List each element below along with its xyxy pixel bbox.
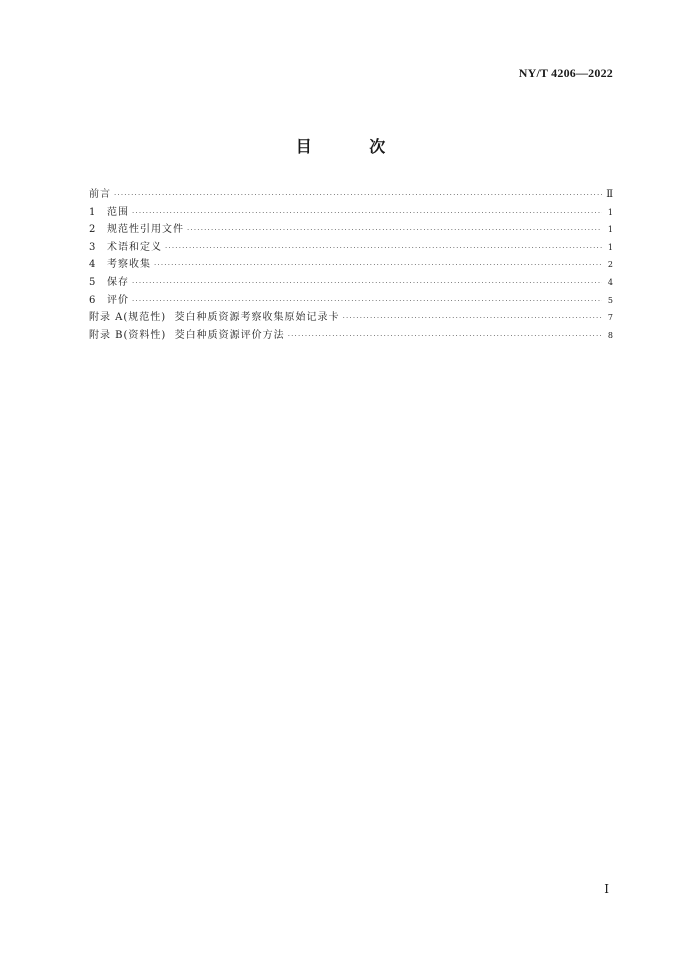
toc-entry-label: [89, 239, 162, 257]
toc-entry-number: 2: [89, 224, 96, 236]
toc-entry-number: 5: [89, 276, 96, 288]
toc-entry-page: 1: [607, 207, 613, 217]
toc-leader-dots: [187, 222, 602, 240]
toc-entry-page: 5: [607, 295, 613, 305]
toc-entry-foreword[interactable]: [89, 186, 613, 204]
toc-leader-dots: [154, 257, 602, 275]
toc-entry-label: [89, 221, 184, 239]
toc-leader-dots: [288, 328, 602, 346]
toc-entry-page: 2: [607, 260, 613, 270]
toc-leader-dots: [132, 293, 602, 311]
toc-leader-dots: [132, 275, 602, 293]
toc-entry-label: [89, 274, 129, 292]
toc-entry-title: 规范性引用文件: [107, 224, 184, 236]
toc-entry-label: [89, 204, 129, 222]
toc-leader-dots: [165, 240, 602, 258]
toc-title: 目 次: [295, 137, 412, 156]
toc-entry-page: 7: [607, 313, 613, 323]
toc-entry-number: 6: [89, 294, 96, 306]
toc-entry-terms-definitions[interactable]: [89, 239, 613, 257]
toc-entry-title: 范围: [107, 206, 129, 218]
toc-entry-number: 3: [89, 241, 96, 253]
toc-leader-dots: [132, 205, 602, 223]
toc-entry-title: 考察收集: [107, 259, 151, 271]
table-of-contents: [89, 186, 613, 344]
toc-entry-normative-references[interactable]: [89, 221, 613, 239]
toc-entry-title: 术语和定义: [107, 241, 162, 253]
toc-entry-page: 1: [607, 242, 613, 252]
toc-entry-title: 评价: [107, 294, 129, 306]
toc-entry-evaluation[interactable]: [89, 292, 613, 310]
toc-entry-title: 保存: [107, 276, 129, 288]
standard-number: NY/T 4206—2022: [518, 66, 613, 80]
toc-entry-survey-collection[interactable]: [89, 256, 613, 274]
toc-entry-appendix-a[interactable]: [89, 309, 613, 327]
toc-entry-number: 1: [89, 206, 96, 218]
toc-entry-label: 前言: [89, 189, 111, 200]
toc-leader-dots: [114, 187, 602, 205]
toc-entry-label: 附录 B(资料性) 茭白种质资源评价方法: [89, 329, 285, 341]
toc-entry-scope[interactable]: [89, 204, 613, 222]
toc-entry-page: 4: [607, 277, 613, 287]
toc-entry-number: 4: [89, 259, 96, 271]
page-number: Ⅰ: [604, 882, 609, 896]
toc-entry-label: [89, 292, 129, 310]
toc-entry-page: 8: [607, 330, 613, 340]
toc-leader-dots: [343, 310, 602, 328]
toc-entry-page: 1: [607, 225, 613, 235]
toc-entry-page: Ⅱ: [606, 189, 613, 200]
toc-entry-label: [89, 256, 151, 274]
toc-entry-label: 附录 A(规范性) 茭白种质资源考察收集原始记录卡: [89, 312, 340, 324]
toc-entry-appendix-b[interactable]: [89, 327, 613, 345]
toc-entry-preservation[interactable]: [89, 274, 613, 292]
